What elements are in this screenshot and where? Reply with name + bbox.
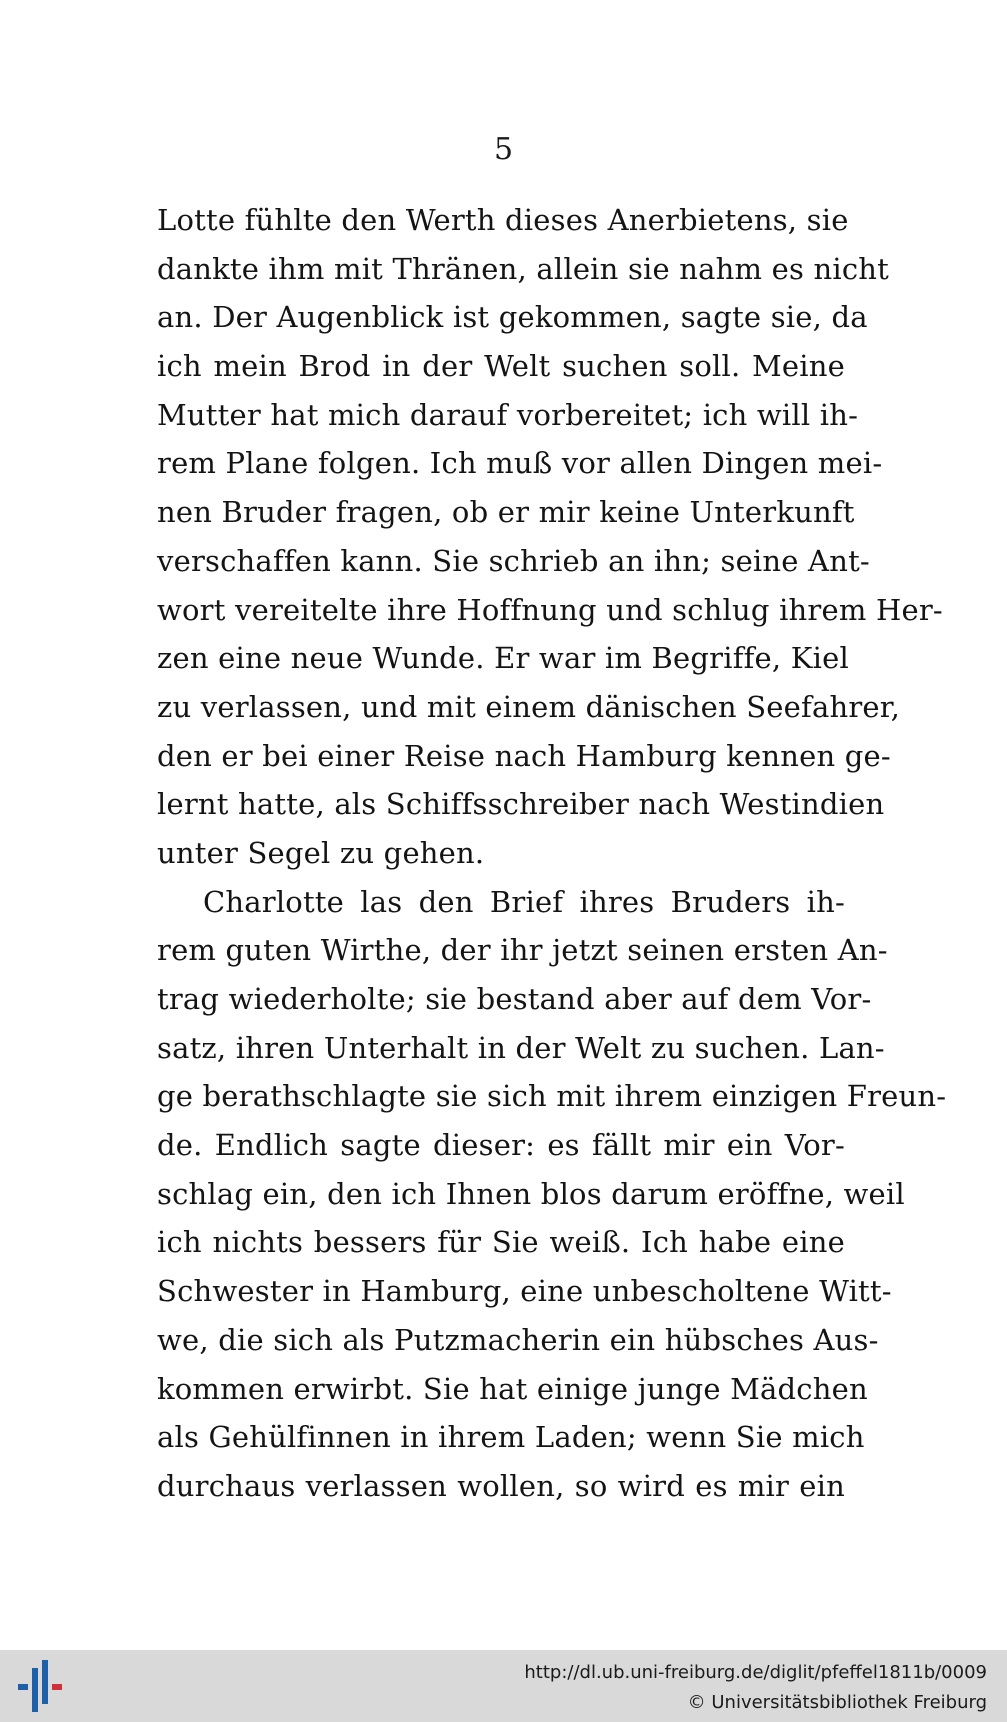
text-line: de. Endlich sagte dieser: es fällt mir ein Vor- (157, 1128, 845, 1163)
text-line: an. Der Augenblick ist gekommen, sagte sie, da (157, 300, 868, 335)
text-line: satz, ihren Unterhalt in der Welt zu suchen. Lan- (157, 1030, 885, 1065)
text-line: verschaffen kann. Sie schrieb an ihn; seine Ant- (157, 543, 870, 578)
text-line: kommen erwirbt. Sie hat einige junge Mädchen (157, 1371, 868, 1406)
text-line: Lotte fühlte den Werth dieses Anerbietens, sie (157, 203, 849, 237)
ub-freiburg-logo-icon (14, 1658, 64, 1714)
text-line: schlag ein, den ich Ihnen blos darum eröffne, weil (157, 1176, 905, 1211)
text-line: ge berathschlagte sie sich mit ihrem einzigen Freun- (157, 1079, 947, 1114)
text-line: ich nichts bessers für Sie weiß. Ich habe eine (157, 1225, 845, 1260)
source-url-link[interactable]: http://dl.ub.uni-freiburg.de/diglit/pfeffel1811b/0009 (524, 1662, 987, 1683)
footer-bar (0, 1650, 1007, 1722)
text-line: wort vereitelte ihre Hoffnung und schlug ihrem Her- (157, 592, 943, 627)
text-line: rem Plane folgen. Ich muß vor allen Dingen mei- (157, 446, 883, 481)
text-line: den er bei einer Reise nach Hamburg kennen ge- (157, 738, 891, 773)
logo-bar-left (18, 1684, 28, 1690)
copyright-notice: © Universitätsbibliothek Freiburg (687, 1692, 987, 1713)
text-line: als Gehülfinnen in ihrem Laden; wenn Sie mich (157, 1420, 865, 1455)
logo-bar-mid-a (32, 1668, 38, 1712)
text-line: Schwester in Hamburg, eine unbescholtene Witt- (157, 1274, 892, 1309)
body-text (157, 196, 947, 1511)
text-line: rem guten Wirthe, der ihr jetzt seinen ersten An- (157, 933, 888, 968)
text-line: zu verlassen, und mit einem dänischen Seefahrer, (157, 689, 901, 724)
text-line: lernt hatte, als Schiffsschreiber nach Westindien (157, 787, 885, 822)
text-line: dankte ihm mit Thränen, allein sie nahm es nicht (157, 251, 890, 286)
text-line: Charlotte las den Brief ihres Bruders ih- (203, 884, 845, 919)
text-line: ich mein Brod in der Welt suchen soll. Meine (157, 349, 845, 384)
text-line: unter Segel zu gehen. (157, 835, 485, 870)
text-line: zen eine neue Wunde. Er war im Begriffe, Kiel (157, 641, 849, 676)
text-line: nen Bruder fragen, ob er mir keine Unterkunft (157, 495, 855, 530)
logo-bar-mid-b (42, 1660, 48, 1704)
text-line: durchaus verlassen wollen, so wird es mir ein (157, 1468, 845, 1503)
text-line: Mutter hat mich darauf vorbereitet; ich will ih- (157, 397, 859, 432)
text-line: we, die sich als Putzmacherin ein hübsches Aus- (157, 1322, 879, 1357)
logo-bar-right (52, 1684, 62, 1690)
page-number: 5 (493, 132, 514, 167)
text-line: trag wiederholte; sie bestand aber auf dem Vor- (157, 982, 872, 1016)
